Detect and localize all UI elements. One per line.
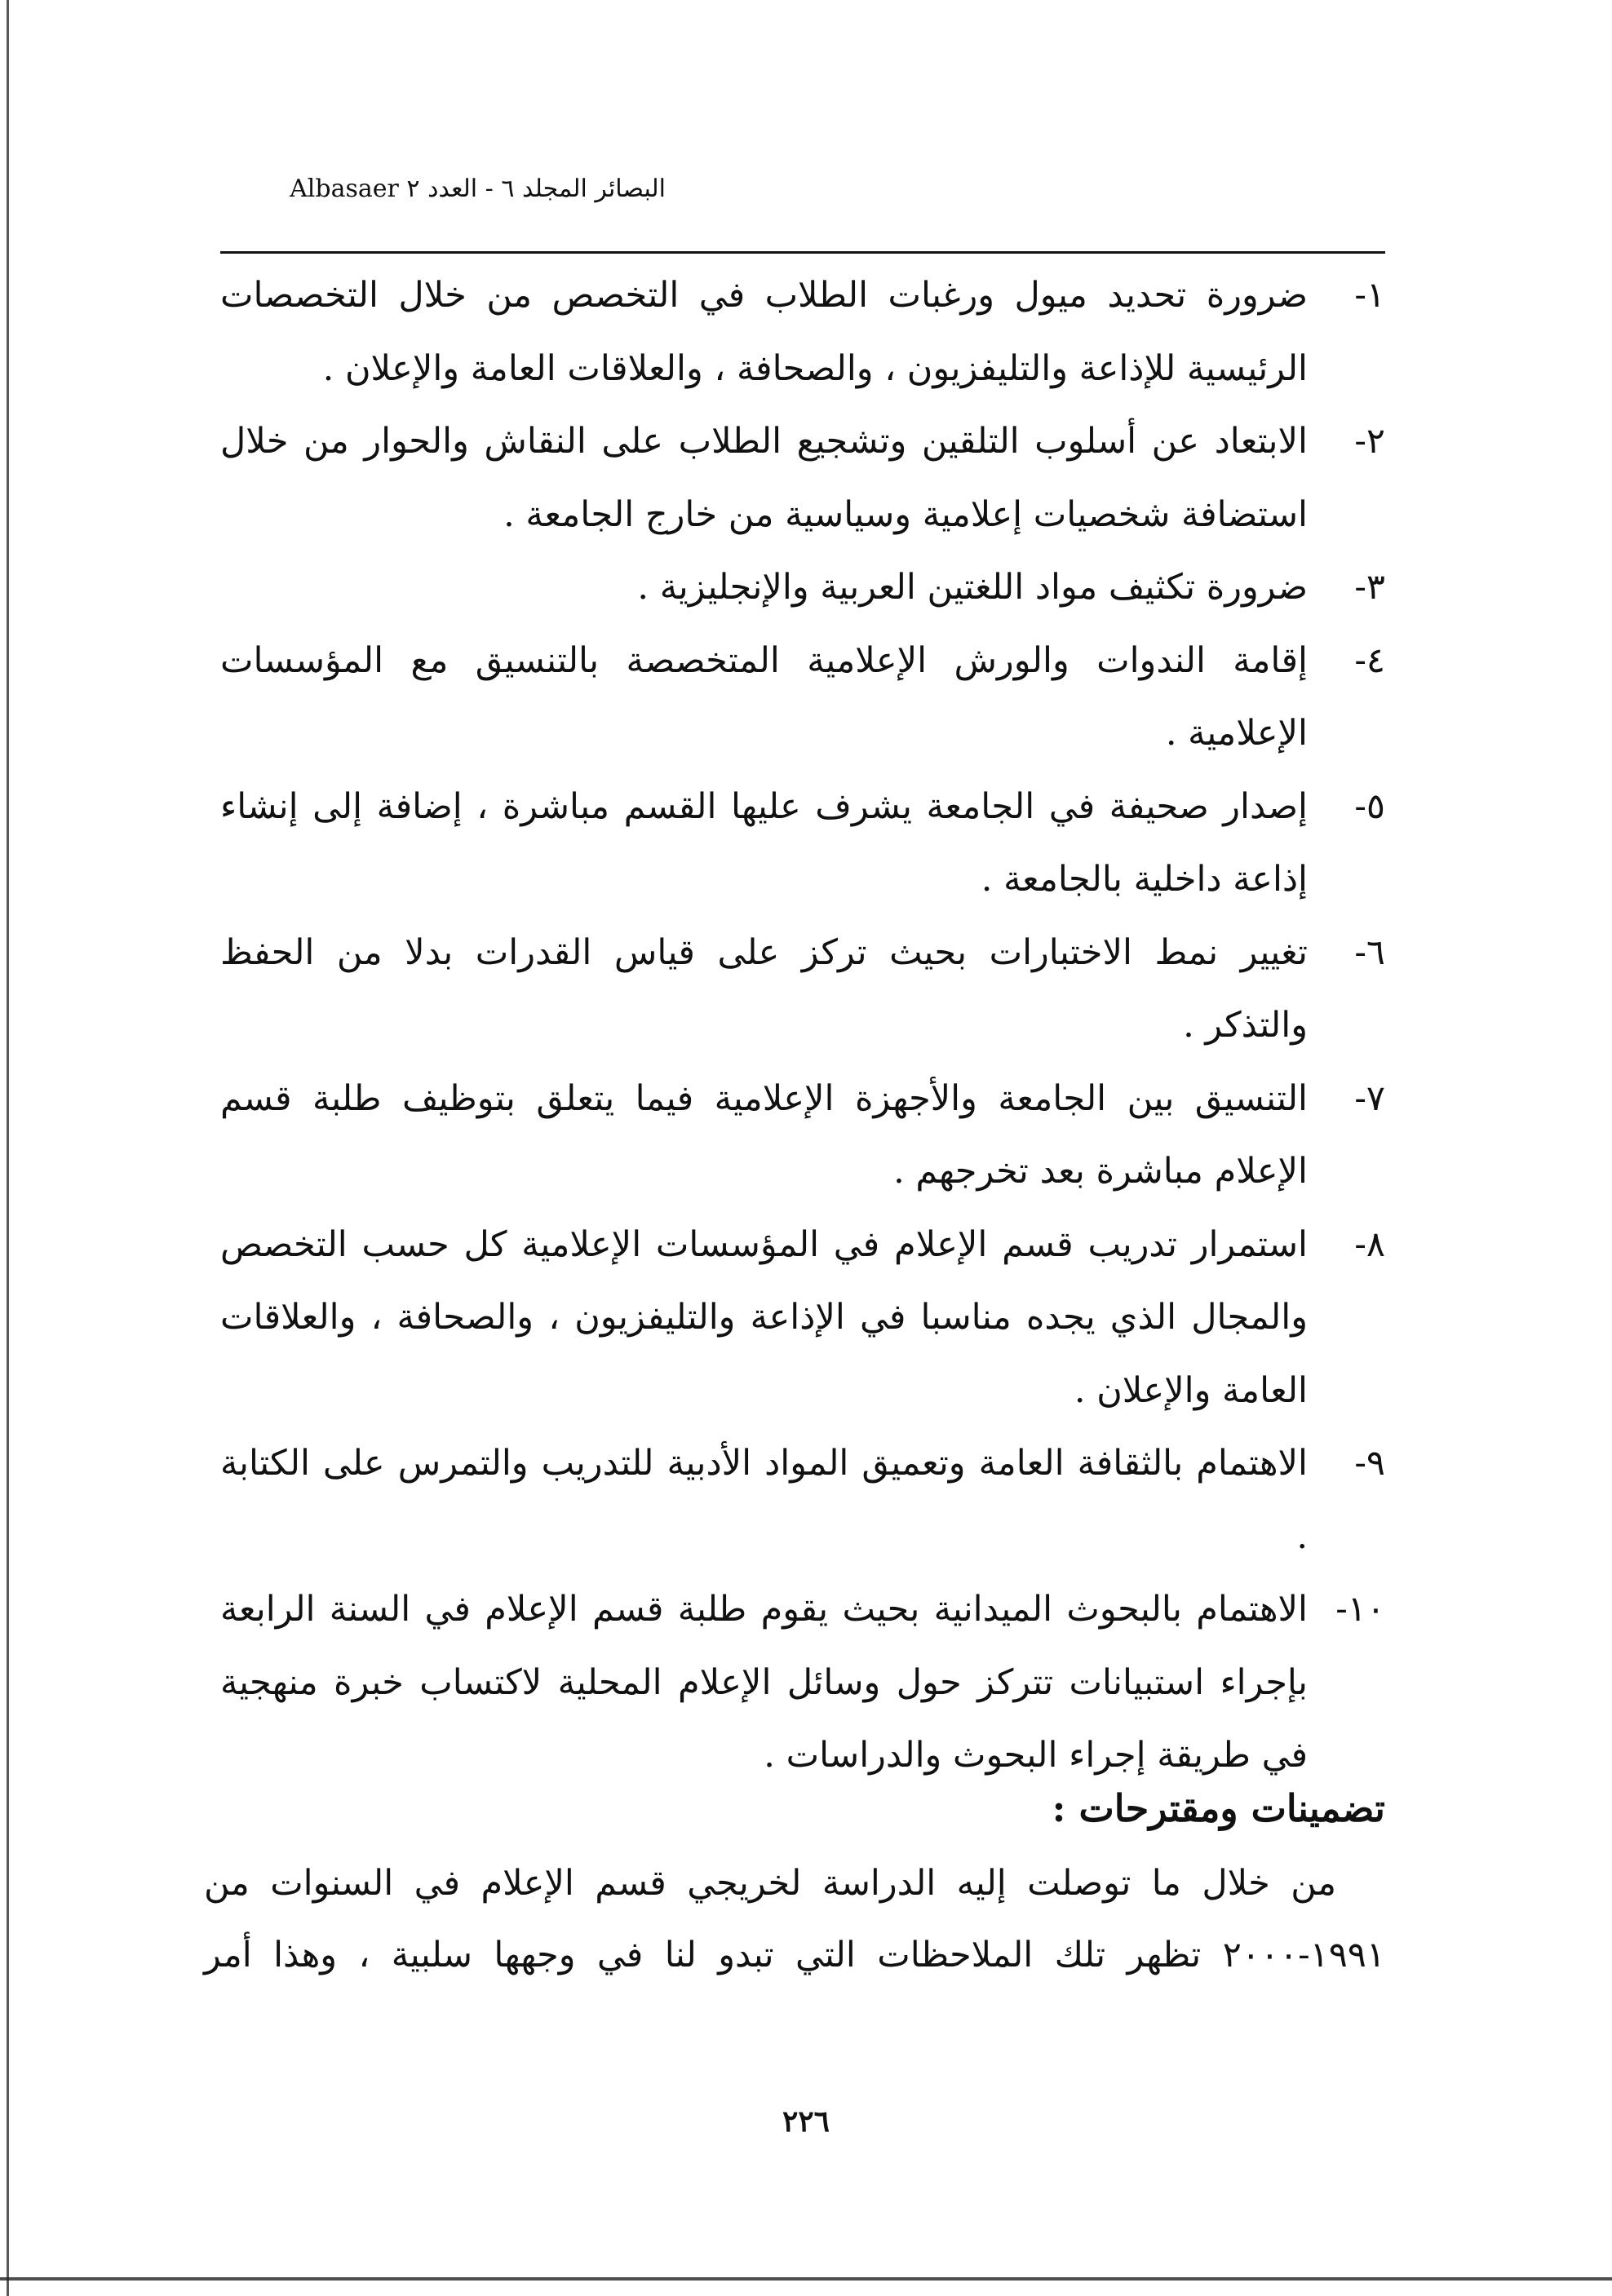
list-item-number: ٦- bbox=[1354, 931, 1385, 973]
list-item bbox=[220, 259, 1385, 405]
running-header bbox=[233, 175, 666, 203]
header-journal-latin: Albasaer bbox=[290, 175, 399, 203]
list-item-number: ٤- bbox=[1354, 639, 1385, 681]
list-item-text: استمرار تدريب قسم الإعلام في المؤسسات الإعلامية كل حسب التخصص والمجال الذي يجده مناسبا في الإذاعة والتليفزيون ، والصحافة ، والعلاقات العامة والإعلان . bbox=[220, 1223, 1308, 1411]
page-number: ٢٢٦ bbox=[782, 2104, 830, 2139]
list-item bbox=[220, 1063, 1385, 1209]
list-item bbox=[220, 625, 1385, 771]
list-item-text: الابتعاد عن أسلوب التلقين وتشجيع الطلاب على النقاش والحوار من خلال استضافة شخصيات إعلامية وسياسية من خارج الجامعة . bbox=[220, 421, 1308, 535]
list-item-text: الاهتمام بالثقافة العامة وتعميق المواد الأدبية للتدريب والتمرس على الكتابة . bbox=[220, 1443, 1308, 1557]
section-heading: تضمينات ومقترحات : bbox=[1052, 1786, 1385, 1830]
list-item-number: ٧- bbox=[1354, 1077, 1385, 1119]
list-item-number: ٥- bbox=[1354, 785, 1385, 827]
list-item-number: ٢- bbox=[1354, 421, 1385, 462]
list-item-text: الاهتمام بالبحوث الميدانية بحيث يقوم طلبة قسم الإعلام في السنة الرابعة بإجراء استبيانات تتركز حول وسائل الإعلام المحلية لاكتساب خبرة منهجية في طريقة إجراء البحوث والدراسات . bbox=[220, 1589, 1308, 1776]
list-item-text: التنسيق بين الجامعة والأجهزة الإعلامية فيما يتعلق بتوظيف طلبة قسم الإعلام مباشرة بعد تخرجهم . bbox=[220, 1077, 1308, 1192]
scan-left-edge bbox=[7, 0, 9, 2296]
list-item-text: ضرورة تحديد ميول ورغبات الطلاب في التخصص من خلال التخصصات الرئيسية للإذاعة والتليفزيون ، والصحافة ، والعلاقات العامة والإعلان . bbox=[220, 275, 1308, 389]
list-item-text: إقامة الندوات والورش الإعلامية المتخصصة بالتنسيق مع المؤسسات الإعلامية . bbox=[220, 639, 1308, 754]
list-item bbox=[220, 771, 1385, 917]
scan-bottom-edge bbox=[0, 2277, 1612, 2281]
list-item bbox=[220, 1209, 1385, 1428]
list-item bbox=[220, 1573, 1385, 1793]
header-divider bbox=[220, 251, 1385, 254]
list-item-number: ٣- bbox=[1354, 567, 1385, 608]
list-item bbox=[220, 917, 1385, 1063]
list-item-number: ١٠- bbox=[1335, 1589, 1385, 1630]
list-item-text: تغيير نمط الاختبارات بحيث تركز على قياس القدرات بدلا من الحفظ والتذكر . bbox=[220, 931, 1308, 1046]
list-item bbox=[220, 551, 1385, 625]
header-journal-arabic: البصائر المجلد ٦ - العدد ٢ bbox=[406, 175, 666, 203]
list-item-text: ضرورة تكثيف مواد اللغتين العربية والإنجليزية . bbox=[637, 567, 1308, 608]
recommendations-list bbox=[220, 259, 1385, 1793]
list-item-text: إصدار صحيفة في الجامعة يشرف عليها القسم مباشرة ، إضافة إلى إنشاء إذاعة داخلية بالجامعة . bbox=[220, 785, 1308, 900]
list-item-number: ٨- bbox=[1354, 1223, 1385, 1265]
list-item bbox=[220, 405, 1385, 551]
list-item bbox=[220, 1427, 1385, 1573]
section-paragraph: من خلال ما توصلت إليه الدراسة لخريجي قسم الإعلام في السنوات من ١٩٩١-٢٠٠٠ تظهر تلك الملاحظات التي تبدو لنا في وجهها سلبية ، وهذا أمر bbox=[204, 1863, 1385, 1975]
list-item-number: ٩- bbox=[1354, 1443, 1385, 1484]
list-item-number: ١- bbox=[1354, 275, 1385, 316]
